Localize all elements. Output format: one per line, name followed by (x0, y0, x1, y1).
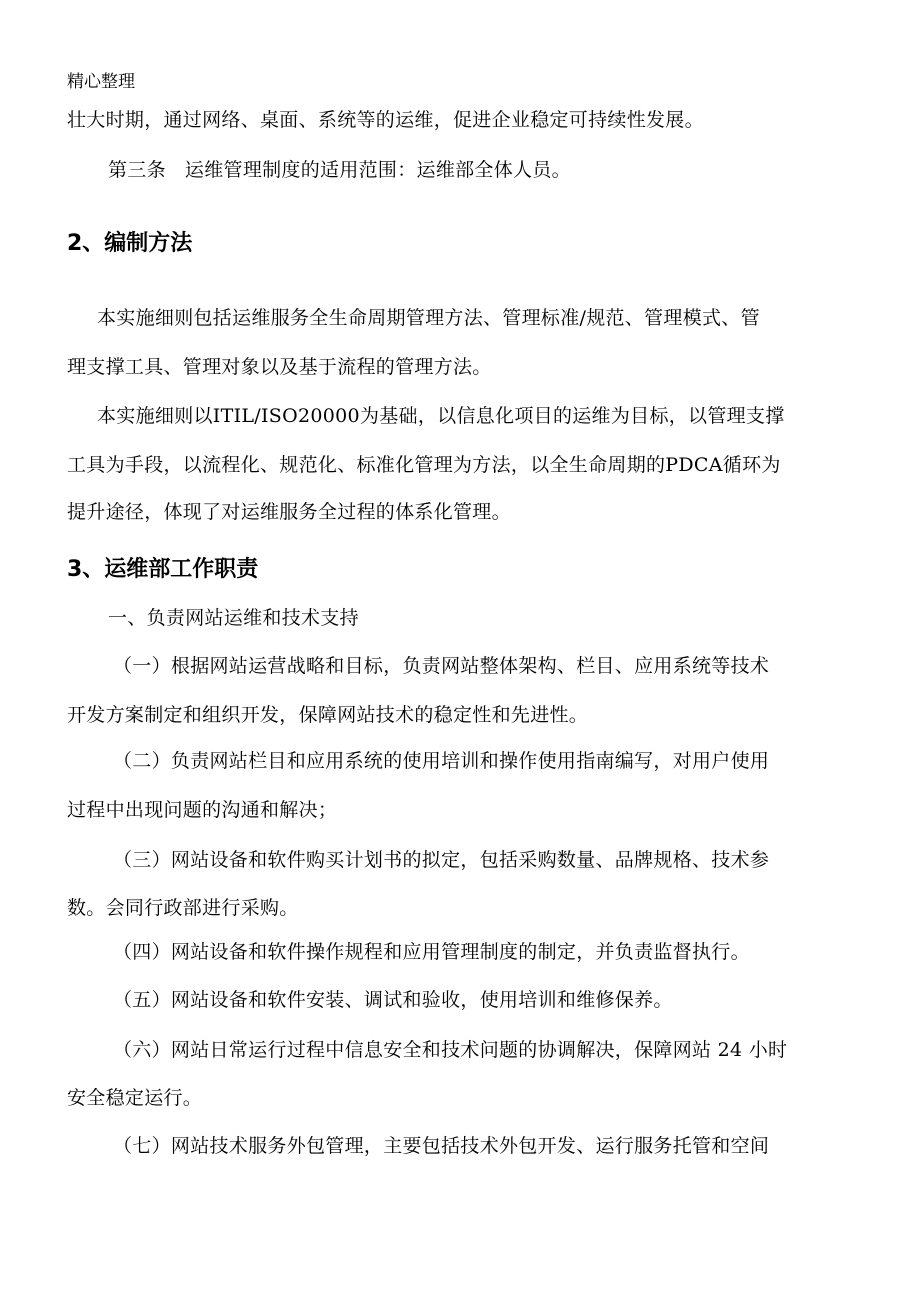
section-2-heading: 2、编制方法 (67, 231, 193, 256)
item-6-line1: （六）网站日常运行过程中信息安全和技术问题的协调解决，保障网站 24 小时 (113, 1039, 788, 1061)
section-3-heading: 3、运维部工作职责 (67, 557, 259, 582)
item-5: （五）网站设备和软件安装、调试和验收，使用培训和维修保养。 (113, 989, 673, 1011)
item-2-line2: 过程中出现问题的沟通和解决； (67, 799, 338, 821)
section-3-sub1: 一、负责网站运维和技术支持 (108, 607, 359, 629)
section-2-p2-line2: 工具为手段，以流程化、规范化、标准化管理为方法，以全生命周期的PDCA循环为 (67, 454, 781, 476)
item-4: （四）网站设备和软件操作规程和应用管理制度的制定，并负责监督执行。 (113, 941, 750, 963)
item-3-line1: （三）网站设备和软件购买计划书的拟定，包括采购数量、品牌规格、技术参 (113, 849, 770, 871)
section-2-p1-line1: 本实施细则包括运维服务全生命周期管理方法、管理标准/规范、管理模式、管 (97, 307, 760, 329)
item-1-line1: （一）根据网站运营战略和目标，负责网站整体架构、栏目、应用系统等技术 (113, 655, 770, 677)
page-header-note: 精心整理 (67, 72, 135, 92)
item-3-line2: 数。会同行政部进行采购。 (67, 897, 299, 919)
item-1-line2: 开发方案制定和组织开发，保障网站技术的稳定性和先进性。 (67, 704, 589, 726)
section-2-p1-line2: 理支撑工具、管理对象以及基于流程的管理方法。 (67, 356, 492, 378)
item-2-line1: （二）负责网站栏目和应用系统的使用培训和操作使用指南编写，对用户使用 (113, 750, 770, 772)
item-6-line2: 安全稳定运行。 (67, 1087, 203, 1109)
intro-line-1: 壮大时期，通过网络、桌面、系统等的运维，促进企业稳定可持续性发展。 (67, 109, 704, 131)
section-2-p2-line3: 提升途径，体现了对运维服务全过程的体系化管理。 (67, 501, 511, 523)
item-7-line1: （七）网站技术服务外包管理，主要包括技术外包开发、运行服务托管和空间 (113, 1135, 770, 1157)
article-3: 第三条 运维管理制度的适用范围：运维部全体人员。 (108, 159, 571, 181)
section-2-p2-line1: 本实施细则以ITIL/ISO20000为基础，以信息化项目的运维为目标，以管理支撑 (97, 405, 785, 427)
